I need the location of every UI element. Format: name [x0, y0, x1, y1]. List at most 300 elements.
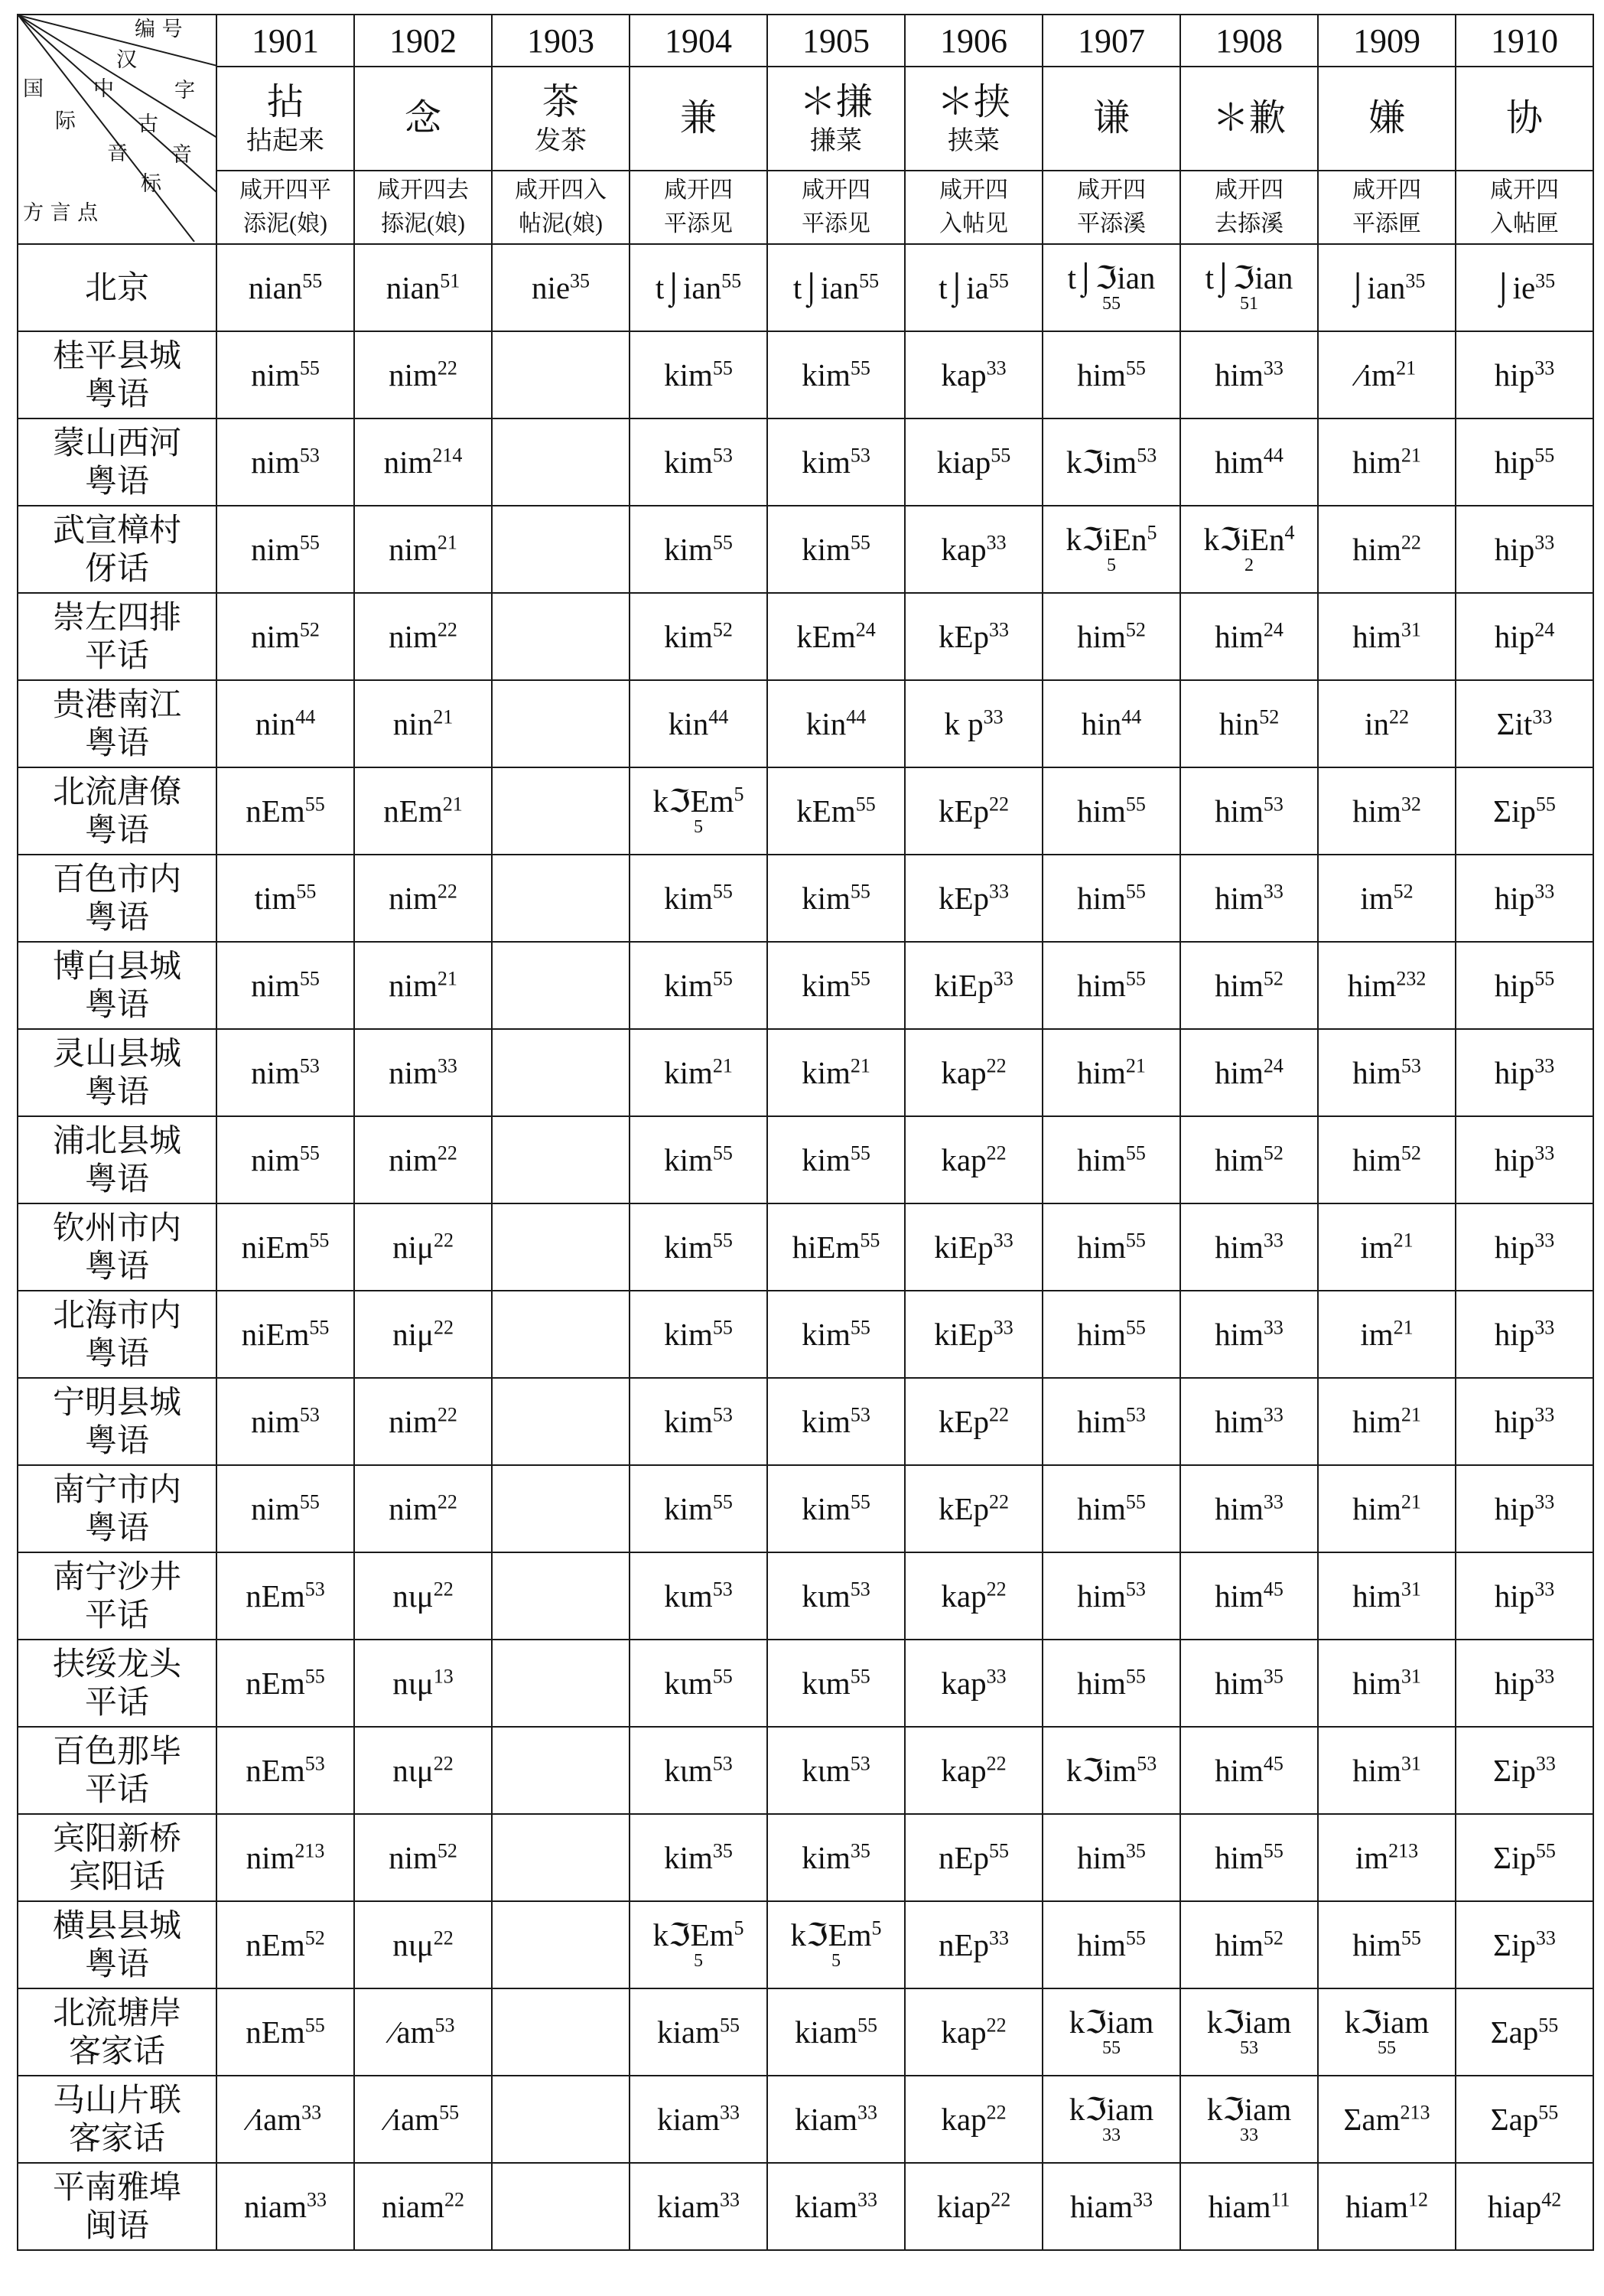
column-character-cell — [1180, 67, 1318, 171]
reading-tone: 53 — [712, 444, 733, 467]
reading-syllable: kℑiam — [1344, 2005, 1430, 2040]
reading-syllable: hip — [1494, 968, 1535, 1003]
dialect-group-name: 客家话 — [68, 2119, 165, 2157]
reading-tone: 55 — [850, 1490, 870, 1513]
phonetic-reading — [392, 1666, 454, 1701]
reading-syllable: kap — [941, 1666, 987, 1701]
phonetic-reading — [1491, 2014, 1559, 2050]
phonetic-reading — [532, 270, 590, 305]
phonetic-reading — [392, 1927, 454, 1962]
reading-cell — [767, 1552, 905, 1640]
reading-syllable: niμ — [392, 1229, 434, 1265]
reading-tone: 52 — [1263, 1141, 1284, 1164]
reading-tone: 55 — [850, 531, 870, 554]
reading-syllable: him — [1352, 619, 1401, 654]
reading-cell — [1043, 767, 1180, 855]
dialect-group-name: 平话 — [84, 1683, 149, 1721]
phonetic-reading — [802, 1666, 870, 1701]
column-number-cell — [630, 15, 767, 67]
phonetic-reading — [382, 2189, 464, 2224]
column-number-cell — [354, 15, 492, 67]
reading-cell — [354, 1029, 492, 1116]
reading-tone: 22 — [1401, 531, 1421, 554]
reading-cell — [354, 244, 492, 331]
reading-cell — [1318, 244, 1456, 331]
phonetic-reading — [1215, 1229, 1284, 1265]
phonetic-reading — [251, 357, 320, 392]
reading-cell — [1180, 1291, 1318, 1378]
reading-cell — [216, 593, 354, 680]
reading-cell — [1456, 1029, 1593, 1116]
reading-cell — [1318, 506, 1456, 593]
dialect-location-cell — [18, 2076, 216, 2163]
reading-cell — [767, 2163, 905, 2250]
reading-cell — [1180, 1465, 1318, 1552]
reading-tone: 55 — [1535, 1839, 1556, 1862]
reading-tone-first-digit: 5 — [734, 783, 744, 806]
phonetic-reading — [934, 968, 1013, 1003]
reading-syllable: nim — [389, 619, 438, 654]
reading-tone: 52 — [1263, 1926, 1284, 1949]
reading-tone: 21 — [1393, 1316, 1414, 1339]
reading-tone: 55 — [1263, 1839, 1284, 1862]
reading-syllable: kiam — [795, 2102, 857, 2137]
reading-syllable: kιm — [664, 1666, 713, 1701]
phonetic-reading — [1077, 1578, 1146, 1614]
reading-tone: 55 — [850, 1141, 870, 1164]
reading-syllable: him — [1077, 1055, 1126, 1090]
reading-cell — [216, 418, 354, 506]
reading-syllable: kιm — [802, 1578, 851, 1614]
reading-tone-second-digit: 5 — [694, 817, 703, 837]
column-category-line2: 平添溪 — [1077, 211, 1146, 236]
reading-syllable: him — [1215, 445, 1264, 480]
phonetic-reading — [1495, 532, 1554, 567]
dialect-location-name: 钦州市内 — [52, 1209, 181, 1246]
reading-syllable: nim — [251, 1404, 300, 1439]
reading-cell — [216, 1465, 354, 1552]
reading-tone: 33 — [1534, 880, 1555, 903]
reading-cell — [492, 593, 630, 680]
reading-cell — [1043, 1291, 1180, 1378]
phonetic-reading — [1345, 2189, 1428, 2224]
reading-syllable: him — [1077, 1578, 1126, 1614]
reading-tone: 53 — [1263, 793, 1284, 816]
reading-syllable: t⌡ia — [939, 270, 989, 305]
reading-cell — [1318, 1203, 1456, 1291]
reading-syllable: im — [1355, 1840, 1389, 1875]
reading-syllable: Σip — [1493, 1753, 1536, 1788]
reading-syllable: nim — [383, 445, 433, 480]
reading-tone: 21 — [1401, 1403, 1421, 1426]
reading-syllable: nim — [389, 881, 438, 916]
reading-syllable: kEm — [796, 793, 856, 829]
reading-syllable: in — [1365, 706, 1389, 741]
reading-tone: 11 — [1271, 2188, 1290, 2211]
dialect-location-cell — [18, 593, 216, 680]
reading-syllable: kℑiam — [1206, 2005, 1292, 2040]
phonetic-reading — [246, 1753, 324, 1788]
phonetic-reading — [1215, 1578, 1284, 1614]
reading-cell — [1318, 418, 1456, 506]
column-number-cell — [1456, 15, 1593, 67]
column-number-cell — [492, 15, 630, 67]
reading-cell — [905, 2163, 1043, 2250]
column-number: 1901 — [252, 21, 319, 60]
dialect-location-name: 宁明县城 — [52, 1383, 181, 1421]
reading-tone: 52 — [1263, 967, 1284, 990]
dialect-group-name: 粤语 — [84, 1160, 149, 1197]
phonetic-reading — [941, 357, 1006, 392]
dialect-location-cell — [18, 1988, 216, 2076]
phonetic-reading — [941, 2102, 1006, 2137]
dialect-group-name: 平话 — [84, 637, 149, 674]
phonetic-reading — [246, 1840, 325, 1875]
reading-cell — [492, 1378, 630, 1465]
reading-cell — [905, 1029, 1043, 1116]
reading-tone: 33 — [1534, 1229, 1555, 1252]
reading-cell — [492, 244, 630, 331]
reading-syllable: kiam — [657, 2014, 720, 2050]
reading-tone: 55 — [988, 269, 1009, 292]
phonetic-reading — [1077, 881, 1146, 916]
column-category-line1: 咸开四 — [1215, 177, 1284, 203]
phonetic-reading — [792, 1229, 880, 1265]
phonetic-reading — [657, 2014, 740, 2050]
reading-syllable: kℑEm — [790, 1917, 872, 1952]
reading-tone: 55 — [712, 1316, 733, 1339]
reading-cell — [1043, 1640, 1180, 1727]
phonetic-reading — [249, 2102, 321, 2137]
reading-syllable: ⁄am — [391, 2014, 435, 2050]
column-character-cell — [1318, 67, 1456, 171]
reading-tone: 52 — [437, 1839, 457, 1862]
dialect-location-name: 博白县城 — [52, 947, 181, 985]
reading-cell — [767, 1465, 905, 1552]
reading-tone: 53 — [299, 444, 320, 467]
reading-syllable: kℑEm — [652, 1917, 734, 1952]
corner-label-biao: 标 — [141, 172, 161, 196]
reading-cell — [492, 506, 630, 593]
phonetic-reading — [242, 1317, 330, 1352]
reading-tone: 55 — [299, 967, 320, 990]
reading-cell — [630, 1552, 767, 1640]
reading-syllable: him — [1352, 1142, 1401, 1177]
phonetic-reading — [1494, 270, 1555, 305]
phonetic-reading — [1043, 262, 1179, 314]
reading-cell — [492, 855, 630, 942]
column-example-word: 搛菜 — [810, 127, 862, 155]
reading-cell — [1456, 680, 1593, 767]
reading-tone: 32 — [1401, 793, 1421, 816]
phonetic-reading — [1488, 2189, 1562, 2224]
reading-cell — [630, 1814, 767, 1901]
phonetic-reading — [802, 357, 870, 392]
column-category-line1: 咸开四 — [664, 177, 733, 203]
phonetic-reading — [1077, 1666, 1146, 1701]
reading-syllable: him — [1352, 1666, 1401, 1701]
phonetic-reading — [1082, 706, 1141, 741]
dialect-group-name: 粤语 — [84, 724, 149, 761]
reading-syllable: kim — [664, 1317, 713, 1352]
reading-cell — [767, 506, 905, 593]
phonetic-reading — [255, 881, 317, 916]
dialect-group-name: 粤语 — [84, 462, 149, 500]
reading-syllable: hip — [1494, 1229, 1535, 1265]
phonetic-reading — [1215, 1666, 1284, 1701]
dialect-group-name: 粤语 — [84, 1073, 149, 1110]
reading-cell — [1318, 1116, 1456, 1203]
reading-cell — [1456, 1291, 1593, 1378]
header-character-row — [18, 67, 1593, 171]
reading-syllable: hip — [1494, 357, 1535, 392]
reading-syllable: him — [1215, 1229, 1264, 1265]
reading-syllable: kim — [802, 968, 851, 1003]
reading-syllable: hip — [1494, 1055, 1535, 1090]
column-number: 1910 — [1491, 21, 1558, 60]
reading-syllable: hiam — [1070, 2189, 1133, 2224]
phonetic-reading — [1181, 2093, 1317, 2145]
phonetic-reading — [1352, 1404, 1421, 1439]
reading-syllable: kim — [802, 532, 851, 567]
reading-syllable: Σip — [1493, 793, 1536, 829]
reading-cell — [216, 855, 354, 942]
reading-syllable: him — [1215, 1404, 1264, 1439]
reading-tone: 33 — [986, 1665, 1007, 1688]
reading-syllable: kEp — [938, 1491, 990, 1526]
reading-syllable: kim — [802, 881, 851, 916]
reading-tone: 31 — [1401, 618, 1421, 641]
reading-syllable: kim — [802, 1491, 851, 1526]
reading-cell — [905, 942, 1043, 1029]
reading-cell — [1456, 1814, 1593, 1901]
reading-tone: 55 — [859, 269, 880, 292]
reading-cell — [1318, 1029, 1456, 1116]
phonetic-reading — [1355, 1840, 1418, 1875]
reading-cell — [492, 1552, 630, 1640]
phonetic-reading — [1495, 357, 1554, 392]
reading-cell — [492, 2163, 630, 2250]
dialect-location-cell — [18, 1116, 216, 1203]
phonetic-reading — [1497, 706, 1553, 741]
reading-tone: 55 — [857, 2014, 877, 2037]
dialect-row — [18, 1814, 1593, 1901]
reading-syllable: him — [1077, 793, 1126, 829]
reading-cell — [492, 1465, 630, 1552]
reading-tone: 24 — [1534, 618, 1555, 641]
reading-syllable: kiam — [657, 2102, 720, 2137]
reading-tone: 55 — [299, 531, 320, 554]
reading-cell — [492, 1988, 630, 2076]
reading-tone: 55 — [1534, 444, 1555, 467]
phonetic-reading — [1215, 1404, 1284, 1439]
reading-cell — [354, 1988, 492, 2076]
reading-cell — [216, 506, 354, 593]
reading-tone: 55 — [850, 357, 870, 379]
reading-syllable: him — [1352, 1404, 1401, 1439]
reading-cell — [1043, 1988, 1180, 2076]
phonetic-reading — [1360, 1229, 1413, 1265]
reading-tone: 55 — [719, 2014, 740, 2037]
reading-cell — [1180, 1203, 1318, 1291]
reading-cell — [354, 1552, 492, 1640]
dialect-group-name: 粤语 — [84, 1422, 149, 1459]
dialect-group-name: 粤语 — [84, 1945, 149, 1982]
column-number-cell — [905, 15, 1043, 67]
reading-syllable: him — [1352, 1927, 1401, 1962]
reading-cell — [905, 680, 1043, 767]
corner-label-bianhao: 编 号 — [135, 18, 183, 41]
dialect-group-name: 粤语 — [84, 1334, 149, 1372]
reading-syllable: hiEm — [792, 1229, 861, 1265]
reading-syllable: hiam — [1345, 2189, 1408, 2224]
phonetic-reading — [242, 1229, 330, 1265]
reading-syllable: hin — [1218, 706, 1260, 741]
reading-cell — [630, 767, 767, 855]
phonetic-reading — [1495, 1404, 1554, 1439]
reading-tone: 33 — [437, 1054, 457, 1077]
phonetic-reading — [389, 1055, 457, 1090]
phonetic-reading — [251, 619, 320, 654]
reading-tone: 55 — [304, 793, 325, 816]
phonetic-reading — [1493, 793, 1556, 829]
reading-syllable: kiEp — [934, 968, 994, 1003]
dialect-group-name: 伢话 — [84, 549, 149, 587]
reading-syllable: nian — [386, 270, 441, 305]
dialect-table — [17, 14, 1594, 2251]
reading-tone: 55 — [299, 1141, 320, 1164]
reading-tone: 55 — [860, 1229, 880, 1252]
reading-tone: 22 — [437, 880, 457, 903]
phonetic-reading — [664, 1840, 733, 1875]
reading-cell — [1180, 1988, 1318, 2076]
reading-tone: 53 — [1240, 2038, 1258, 2058]
dialect-location-name: 马山片联 — [52, 2081, 181, 2119]
reading-cell — [1043, 1814, 1180, 1901]
phonetic-reading — [939, 270, 1009, 305]
reading-syllable: nim — [389, 1404, 438, 1439]
phonetic-reading — [389, 357, 457, 392]
reading-syllable: tim — [254, 881, 297, 916]
phonetic-reading — [1495, 1666, 1554, 1701]
reading-cell — [630, 1378, 767, 1465]
reading-syllable: him — [1352, 532, 1401, 567]
phonetic-reading — [251, 445, 320, 480]
reading-cell — [905, 1901, 1043, 1988]
reading-tone: 52 — [1125, 618, 1146, 641]
phonetic-reading — [249, 270, 323, 305]
reading-syllable: him — [1077, 1229, 1126, 1265]
phonetic-reading — [392, 1753, 454, 1788]
reading-tone: 55 — [1125, 793, 1146, 816]
reading-cell — [630, 593, 767, 680]
reading-syllable: Σap — [1490, 2102, 1539, 2137]
reading-tone: 33 — [719, 2188, 740, 2211]
column-number: 1906 — [940, 21, 1007, 60]
reading-cell — [1456, 1465, 1593, 1552]
reading-tone: 33 — [993, 967, 1013, 990]
phonetic-reading — [802, 1317, 870, 1352]
column-number: 1907 — [1078, 21, 1145, 60]
dialect-location-name: 宾阳新桥 — [52, 1819, 181, 1857]
reading-tone: 55 — [712, 1490, 733, 1513]
reading-cell — [1043, 2163, 1180, 2250]
phonetic-reading — [1491, 2102, 1559, 2137]
reading-syllable: hin — [1081, 706, 1122, 741]
dialect-location-name: 平南雅埠 — [52, 2168, 181, 2206]
reading-cell — [1318, 1378, 1456, 1465]
reading-tone: 33 — [301, 2101, 322, 2124]
reading-cell — [1318, 2076, 1456, 2163]
reading-tone: 33 — [1132, 2188, 1153, 2211]
phonetic-reading — [768, 1919, 904, 1971]
phonetic-reading — [1352, 1142, 1421, 1177]
reading-tone: 213 — [294, 1839, 325, 1862]
corner-label-han: 汉 — [116, 48, 137, 72]
reading-tone: 53 — [1137, 444, 1157, 467]
phonetic-reading — [1495, 1229, 1554, 1265]
reading-tone: 33 — [1534, 1316, 1555, 1339]
reading-cell — [905, 1203, 1043, 1291]
reading-tone: 55 — [309, 1229, 330, 1252]
column-category-line2: 平添见 — [802, 211, 870, 236]
reading-syllable: kℑiam — [1069, 2092, 1154, 2127]
reading-syllable: nim — [251, 445, 300, 480]
reading-cell — [630, 1465, 767, 1552]
phonetic-reading — [1215, 619, 1284, 654]
dialect-location-cell — [18, 1291, 216, 1378]
reading-syllable: hiap — [1487, 2189, 1542, 2224]
reading-syllable: him — [1077, 1404, 1126, 1439]
reading-syllable: niam — [244, 2189, 307, 2224]
phonetic-reading — [802, 1404, 870, 1439]
phonetic-reading — [1215, 1142, 1284, 1177]
reading-tone: 33 — [993, 1229, 1013, 1252]
reading-tone: 55 — [989, 1839, 1010, 1862]
reading-tone: 52 — [1393, 880, 1414, 903]
reading-syllable: hip — [1494, 532, 1535, 567]
reading-syllable: niEm — [241, 1229, 310, 1265]
column-category-cell — [354, 171, 492, 244]
phonetic-reading — [1077, 1229, 1146, 1265]
dialect-row — [18, 1552, 1593, 1640]
reading-cell — [1180, 1116, 1318, 1203]
phonetic-reading — [1493, 1753, 1556, 1788]
phonetic-reading — [251, 1142, 320, 1177]
reading-tone: 22 — [437, 1490, 457, 1513]
reading-syllable: kιm — [802, 1666, 851, 1701]
reading-syllable: kim — [664, 1840, 713, 1875]
reading-cell — [216, 1901, 354, 1988]
reading-syllable: kap — [941, 1578, 987, 1614]
corner-label-zhong: 中 — [93, 77, 114, 101]
dialect-location-cell — [18, 1640, 216, 1727]
reading-tone: 31 — [1401, 1578, 1421, 1601]
column-category-cell — [1180, 171, 1318, 244]
phonetic-reading — [664, 1753, 732, 1788]
reading-cell — [1180, 1552, 1318, 1640]
reading-tone: 55 — [1125, 1926, 1146, 1949]
phonetic-reading — [389, 968, 457, 1003]
reading-tone: 22 — [433, 1316, 454, 1339]
reading-cell — [767, 1727, 905, 1814]
reading-tone: 12 — [1407, 2188, 1428, 2211]
column-example-word: 挟菜 — [948, 127, 1000, 155]
phonetic-reading — [795, 2102, 877, 2137]
dialect-row — [18, 1291, 1593, 1378]
reading-tone: 55 — [712, 880, 733, 903]
column-character-cell — [905, 67, 1043, 171]
